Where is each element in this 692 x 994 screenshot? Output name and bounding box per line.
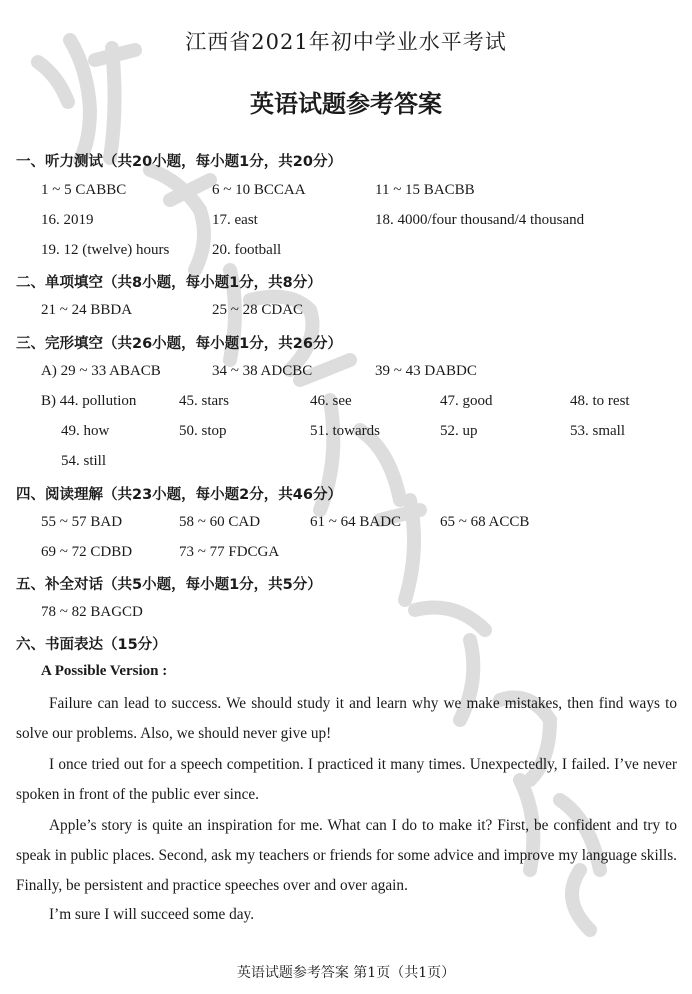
answer-item: 18. 4000/four thousand/4 thousand — [375, 212, 585, 228]
essay-paragraph-4: I’m sure I will succeed some day. — [49, 906, 255, 923]
answer-item: 48. to rest — [570, 393, 630, 409]
essay-paragraph-3: Apple’s story is quite an inspiration for me. What can I do to make it? First, be confident and try to speak in public places. Second, ask my teachers or friends for some advice and improve my language skills. Finally, be persistent and practice speeches over and over again. — [16, 817, 677, 894]
section-dialogue-title: 五、补全对话（共5小题，每小题1分，共5分） — [16, 577, 322, 593]
answer-item: 52. up — [440, 423, 478, 439]
answer-item: A) 29 ~ 33 ABACB — [41, 363, 161, 379]
answer-item: 78 ~ 82 BAGCD — [41, 604, 143, 620]
answer-item: B) 44. pollution — [41, 393, 137, 409]
answer-item: 34 ~ 38 ADCBC — [212, 363, 313, 379]
answer-item: 20. football — [212, 242, 282, 258]
essay-paragraph-1: Failure can lead to success. We should study it and learn why we make mistakes, then find ways to solve our problems. Also, we should never give up! — [16, 695, 677, 742]
answer-item: 65 ~ 68 ACCB — [440, 514, 530, 530]
page-footer: 英语试题参考答案 第1页（共1页） — [236, 965, 456, 981]
answer-item: 6 ~ 10 BCCAA — [212, 182, 306, 198]
answer-item: 11 ~ 15 BACBB — [375, 182, 475, 198]
answer-item: 51. towards — [310, 423, 380, 439]
answer-item: 69 ~ 72 CDBD — [41, 544, 133, 560]
answer-item: 46. see — [310, 393, 352, 409]
answer-item: 1 ~ 5 CABBC — [41, 182, 127, 198]
answer-item: 54. still — [61, 453, 107, 469]
answer-item: 58 ~ 60 CAD — [179, 514, 261, 530]
answer-item: 21 ~ 24 BBDA — [41, 302, 133, 318]
answer-item: 45. stars — [179, 393, 229, 409]
section-cloze-title: 三、完形填空（共26小题，每小题1分，共26分） — [16, 336, 342, 352]
answer-item: 25 ~ 28 CDAC — [212, 302, 304, 318]
section-writing-title: 六、书面表达（15分） — [16, 637, 167, 653]
answer-item: 49. how — [61, 423, 110, 439]
exam-title: 江西省2021年初中学业水平考试 — [185, 30, 507, 54]
subject-title: 英语试题参考答案 — [250, 90, 442, 118]
answer-item: 55 ~ 57 BAD — [41, 514, 123, 530]
answer-item: 19. 12 (twelve) hours — [41, 242, 170, 258]
section-listening-title: 一、听力测试（共20小题，每小题1分，共20分） — [16, 154, 342, 170]
answer-item: 53. small — [570, 423, 625, 439]
answer-item: 17. east — [212, 212, 258, 228]
answer-item: 16. 2019 — [41, 212, 94, 228]
section-reading-title: 四、阅读理解（共23小题，每小题2分，共46分） — [16, 487, 342, 503]
answer-item: 50. stop — [179, 423, 227, 439]
possible-version-label: A Possible Version : — [41, 663, 168, 679]
answer-item: 73 ~ 77 FDCGA — [179, 544, 280, 560]
answer-item: 47. good — [440, 393, 493, 409]
essay-paragraph-2: I once tried out for a speech competition. I practiced it many times. Unexpectedly, I failed. I’ve never spoken in front of the public ever since. — [16, 756, 677, 803]
answer-item: 61 ~ 64 BADC — [310, 514, 402, 530]
section-single-choice-title: 二、单项填空（共8小题，每小题1分，共8分） — [16, 275, 322, 291]
answer-item: 39 ~ 43 DABDC — [375, 363, 477, 379]
